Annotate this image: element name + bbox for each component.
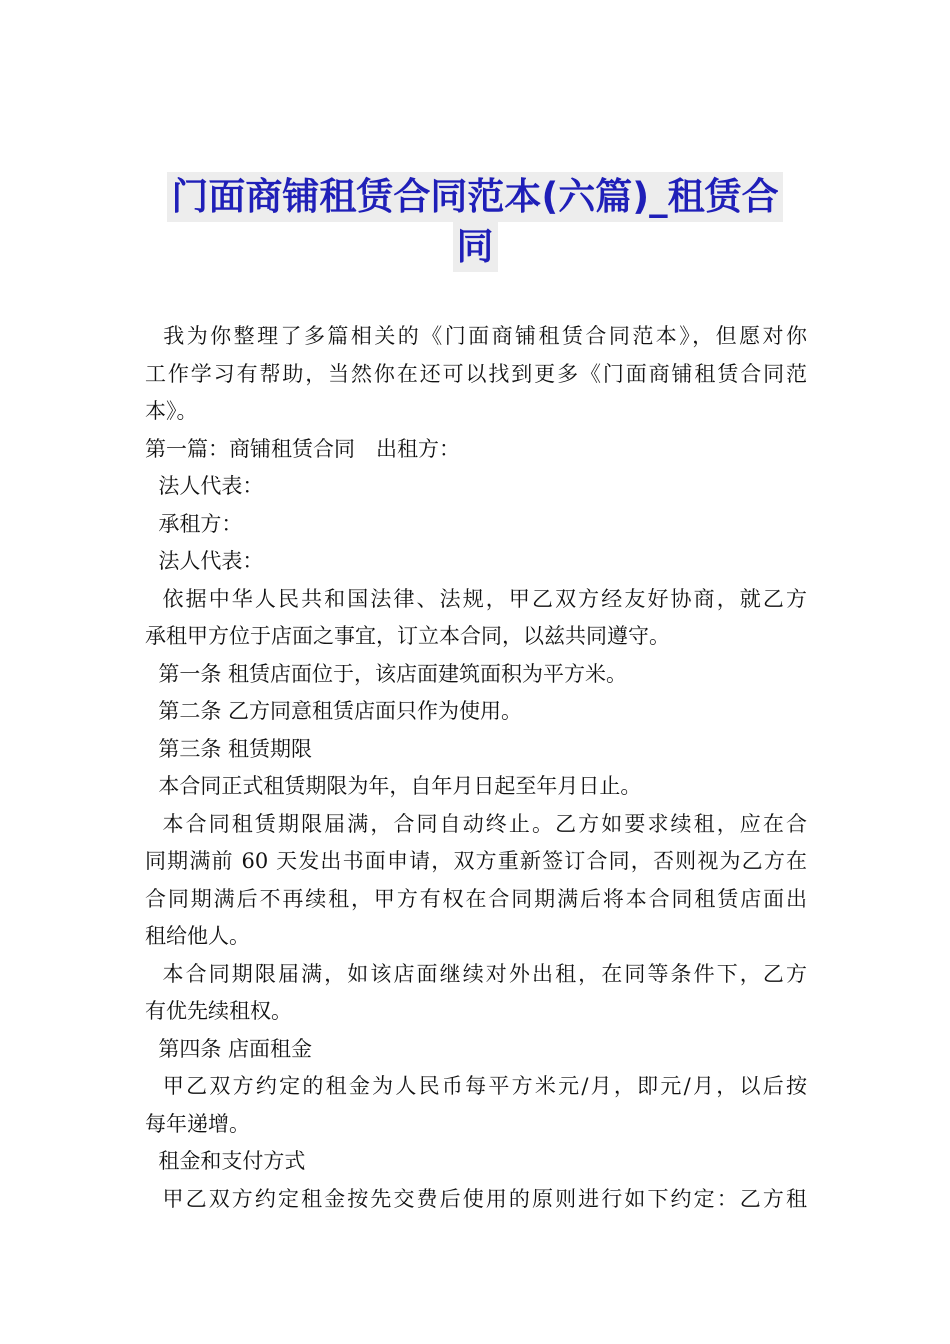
text-line: 本合同正式租赁期限为年，自年月日起至年月日止。 bbox=[145, 774, 642, 798]
text-line: 法人代表： bbox=[145, 549, 264, 573]
text-line: 工作学习有帮助，当然你在还可以找到更多《门面商铺租赁合同范 bbox=[145, 361, 807, 386]
text-line: 本合同期限届满，如该店面继续对外出租，在同等条件下，乙方 bbox=[145, 961, 807, 986]
text-line: 本》。 bbox=[145, 399, 198, 423]
text-line: 承租甲方位于店面之事宜，订立本合同，以兹共同遵守。 bbox=[145, 624, 670, 648]
text-line: 租给他人。 bbox=[145, 924, 250, 948]
text-line: 我为你整理了多篇相关的《门面商铺租赁合同范本》，但愿对你 bbox=[145, 324, 807, 348]
title-line-2: 同 bbox=[453, 222, 498, 272]
text-line: 有优先续租权。 bbox=[145, 999, 292, 1023]
text-line: 第一篇：商铺租赁合同 出租方： bbox=[145, 436, 460, 461]
text-line: 第一条 租赁店面位于，该店面建筑面积为平方米。 bbox=[145, 661, 628, 686]
text-line: 本合同租赁期限届满，合同自动终止。乙方如要求续租，应在合 bbox=[145, 811, 807, 836]
text-line: 法人代表： bbox=[145, 474, 264, 498]
title-line-1: 门面商铺租赁合同范本(六篇)_租赁合 bbox=[167, 172, 782, 222]
text-line: 合同期满后不再续租，甲方有权在合同期满后将本合同租赁店面出 bbox=[145, 886, 807, 911]
text-line: 依据中华人民共和国法律、法规，甲乙双方经友好协商，就乙方 bbox=[145, 586, 807, 611]
text-line: 甲乙双方约定租金按先交费后使用的原则进行如下约定：乙方租 bbox=[145, 1186, 807, 1211]
text-line: 第二条 乙方同意租赁店面只作为使用。 bbox=[145, 699, 523, 723]
text-line: 租金和支付方式 bbox=[145, 1149, 306, 1173]
text-line: 第四条 店面租金 bbox=[145, 1036, 313, 1061]
text-line: 同期满前 60 天发出书面申请，双方重新签订合同，否则视为乙方在 bbox=[145, 849, 807, 873]
text-line: 承租方： bbox=[145, 511, 243, 536]
document-title bbox=[140, 172, 810, 272]
text-line: 甲乙双方约定的租金为人民币每平方米元/月，即元/月，以后按 bbox=[145, 1074, 807, 1098]
text-line: 第三条 租赁期限 bbox=[145, 736, 313, 761]
document-body bbox=[145, 318, 807, 1218]
text-line: 每年递增。 bbox=[145, 1111, 250, 1136]
